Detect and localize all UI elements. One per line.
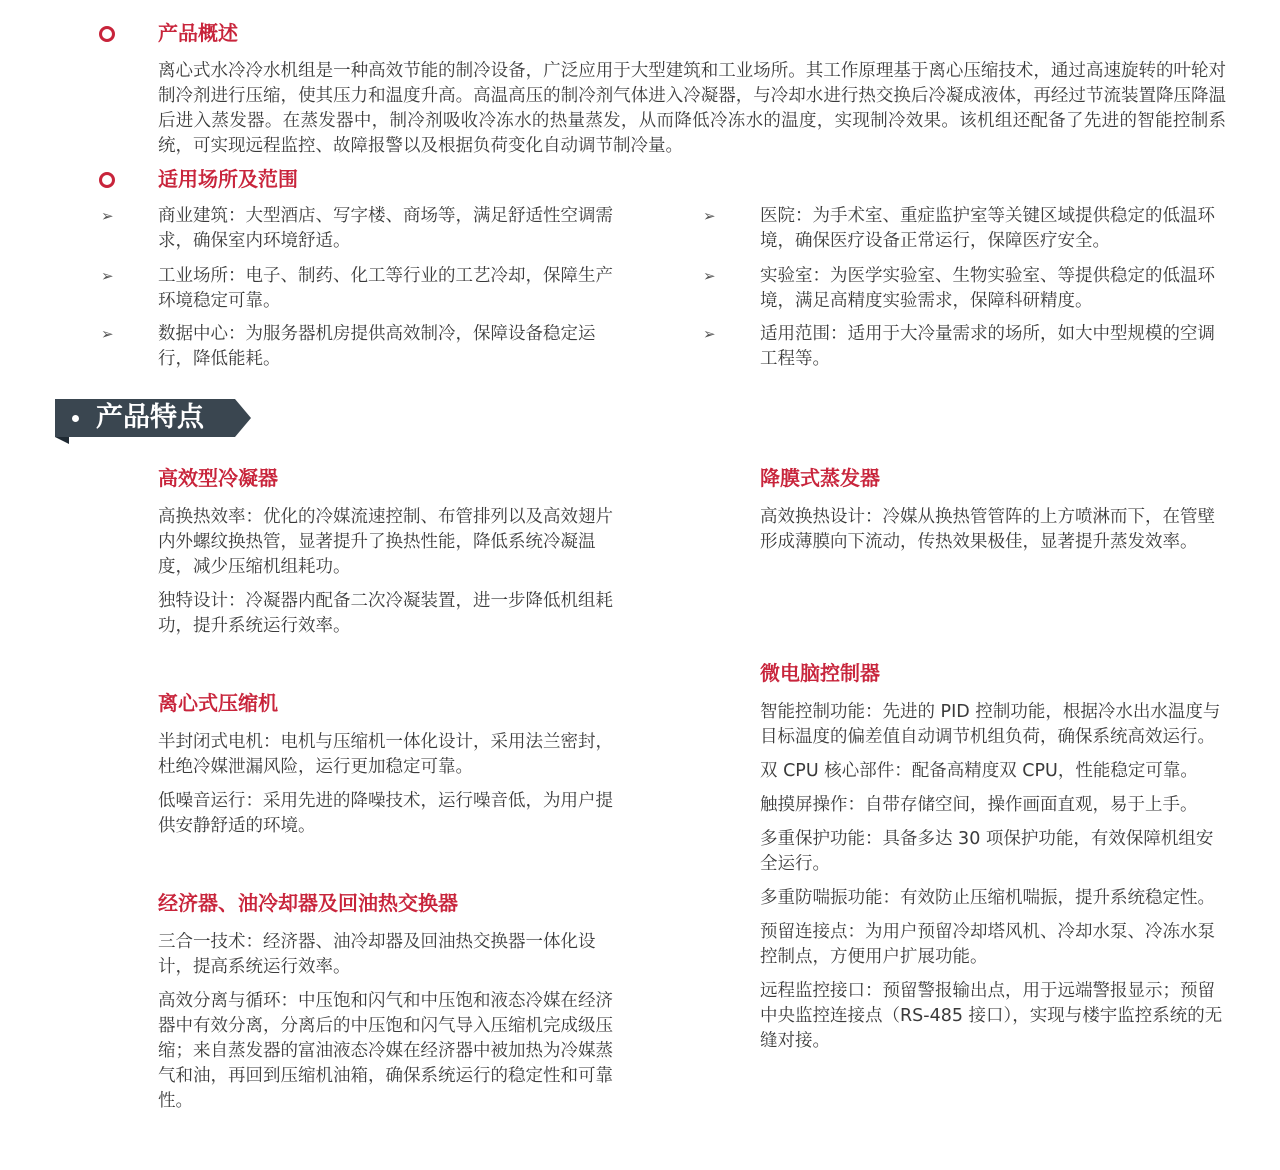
- controller-item: 远程监控接口：预留警报输出点，用于远端警报显示；预留中央监控连接点（RS-485 接口），实现与楼宇监控系统的无缝对接。: [760, 981, 1223, 1051]
- controller-item: 智能控制功能：先进的 PID 控制功能，根据冷水出水温度与目标温度的偏差值自动调节机组负荷，确保系统高效运行。: [760, 702, 1221, 747]
- controller-title: 微电脑控制器: [760, 661, 880, 685]
- overview-title: 产品概述: [158, 21, 238, 45]
- economizer-item: 高效分离与循环：中压饱和闪气和中压饱和液态冷媒在经济器中有效分离，分离后的中压饱和闪气导入压缩机完成级压缩；来自蒸发器的富油液态冷媒在经济器中被加热为冷媒蒸气和油，再回到压缩机油箱，确保系统运行的稳定性和可靠性。: [158, 991, 613, 1111]
- banner-dot-icon: [72, 415, 79, 422]
- app-right-item: 适用范围：适用于大冷量需求的场所，如大中型规模的空调工程等。: [760, 324, 1215, 369]
- applications-title: 适用场所及范围: [158, 167, 298, 191]
- economizer-item: 三合一技术：经济器、油冷却器及回油热交换器一体化设计，提高系统运行效率。: [158, 932, 596, 977]
- app-left-item: 数据中心：为服务器机房提供高效制冷，保障设备稳定运行，降低能耗。: [158, 324, 596, 369]
- bullet-arrow-icon: ➢: [101, 207, 114, 225]
- feature-block-evaporator: [760, 464, 1226, 564]
- bullet-arrow-icon: ➢: [703, 325, 716, 343]
- controller-item: 触摸屏操作：自带存储空间，操作画面直观，易于上手。: [760, 795, 1198, 815]
- compressor-title: 离心式压缩机: [158, 691, 278, 715]
- feature-block-controller: [760, 659, 1226, 1063]
- economizer-title: 经济器、油冷却器及回油热交换器: [158, 891, 458, 915]
- feature-block-condenser: [158, 464, 624, 648]
- overview-text: 离心式水冷冷水机组是一种高效节能的制冷设备，广泛应用于大型建筑和工业场所。其工作原理基于离心压缩技术，通过高速旋转的叶轮对制冷剂进行压缩，使其压力和温度升高。高温高压的制冷剂气体进入冷凝器，与冷却水进行热交换后冷凝成液体，再经过节流装置降压降温后进入蒸发器。在蒸发器中，制冷剂吸收冷冻水的热量蒸发，从而降低冷冻水的温度，实现制冷效果。该机组还配备了先进的智能控制系统，可实现远程监控、故障报警以及根据负荷变化自动调节制冷量。: [158, 61, 1226, 156]
- condenser-item: 独特设计：冷凝器内配备二次冷凝装置，进一步降低机组耗功，提升系统运行效率。: [158, 591, 613, 636]
- feature-block-economizer: [158, 889, 624, 1123]
- section-ring-icon: [99, 26, 115, 42]
- app-right-item: 医院：为手术室、重症监护室等关键区域提供稳定的低温环境，确保医疗设备正常运行，保障医疗安全。: [760, 206, 1215, 251]
- app-left-item: 工业场所：电子、制药、化工等行业的工艺冷却，保障生产环境稳定可靠。: [158, 266, 613, 311]
- section-ring-icon: [99, 172, 115, 188]
- evaporator-title: 降膜式蒸发器: [760, 466, 880, 490]
- bullet-arrow-icon: ➢: [101, 267, 114, 285]
- compressor-item: 低噪音运行：采用先进的降噪技术，运行噪音低，为用户提供安静舒适的环境。: [158, 791, 613, 836]
- app-right-item: 实验室：为医学实验室、生物实验室、等提供稳定的低温环境，满足高精度实验需求，保障科研精度。: [760, 266, 1215, 311]
- controller-item: 预留连接点：为用户预留冷却塔风机、冷却水泵、冷冻水泵控制点，方便用户扩展功能。: [760, 922, 1215, 967]
- features-banner-title: 产品特点: [96, 402, 204, 433]
- controller-item: 双 CPU 核心部件：配备高精度双 CPU，性能稳定可靠。: [760, 761, 1198, 781]
- bullet-arrow-icon: ➢: [703, 267, 716, 285]
- controller-item: 多重防喘振功能：有效防止压缩机喘振，提升系统稳定性。: [760, 888, 1215, 908]
- app-left-item: 商业建筑：大型酒店、写字楼、商场等，满足舒适性空调需求，确保室内环境舒适。: [158, 206, 613, 251]
- bullet-arrow-icon: ➢: [101, 325, 114, 343]
- condenser-title: 高效型冷凝器: [158, 466, 278, 490]
- bullet-arrow-icon: ➢: [703, 207, 716, 225]
- controller-item: 多重保护功能：具备多达 30 项保护功能，有效保障机组安全运行。: [760, 829, 1214, 874]
- condenser-item: 高换热效率：优化的冷媒流速控制、布管排列以及高效翅片内外螺纹换热管，显著提升了换热性能，降低系统冷凝温度，减少压缩机组耗功。: [158, 507, 613, 577]
- feature-block-compressor: [158, 689, 624, 848]
- compressor-item: 半封闭式电机：电机与压缩机一体化设计，采用法兰密封，杜绝冷媒泄漏风险，运行更加稳定可靠。: [158, 732, 613, 777]
- banner-fold: [55, 437, 69, 444]
- evaporator-item: 高效换热设计：冷媒从换热管管阵的上方喷淋而下，在管壁形成薄膜向下流动，传热效果极佳，显著提升蒸发效率。: [760, 507, 1215, 552]
